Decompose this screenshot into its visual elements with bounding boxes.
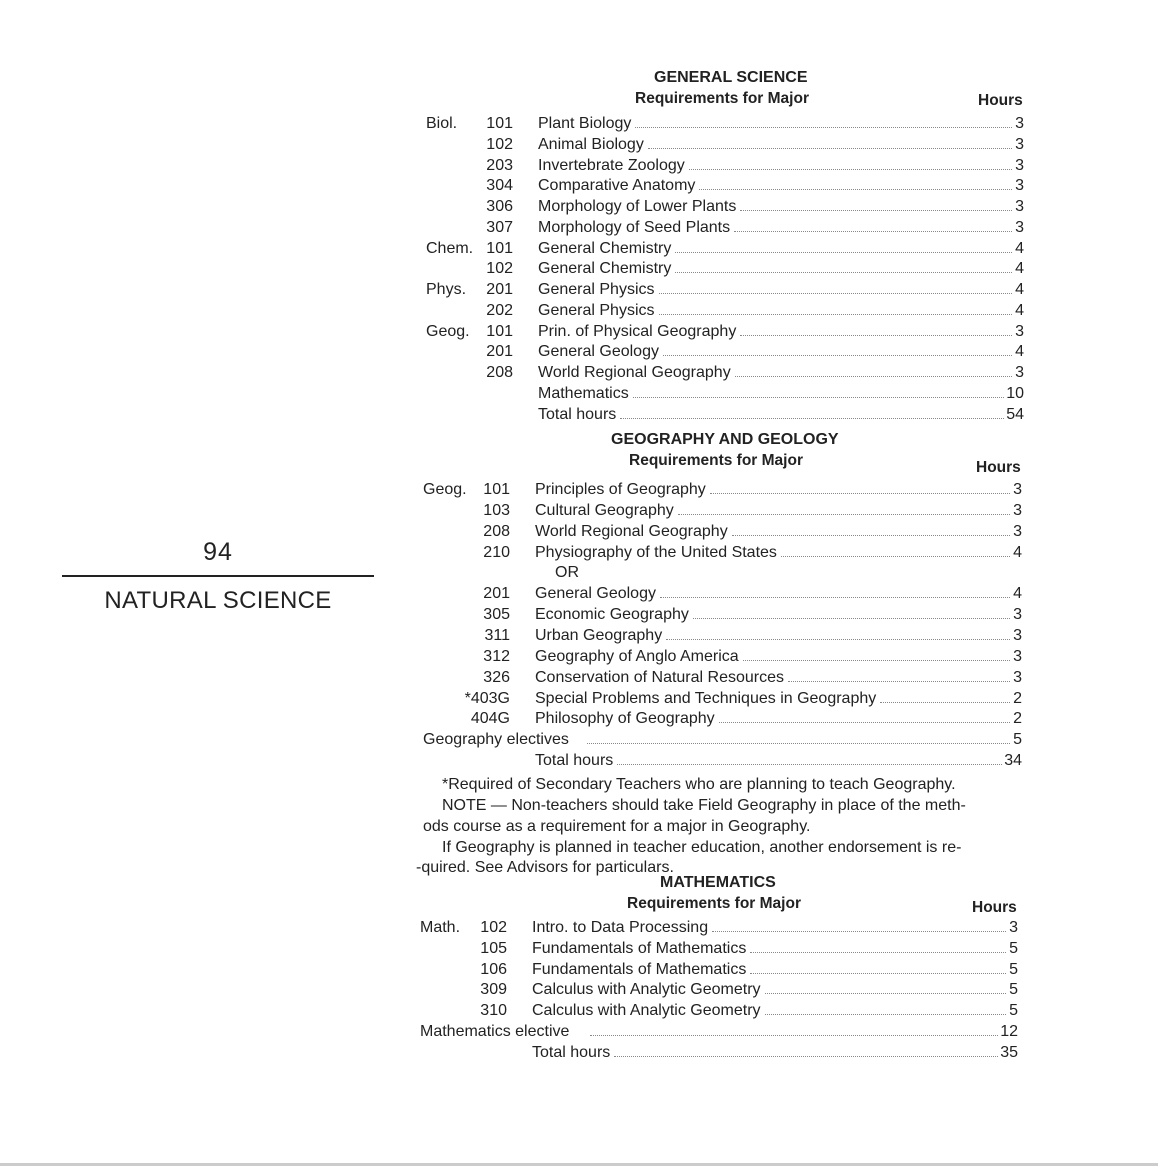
table-row — [0, 114, 1158, 134]
table-row — [0, 280, 1158, 300]
geography-subtitle: Requirements for Major — [629, 452, 803, 469]
course-number: 307 — [486, 218, 513, 236]
course-title: General Geology — [538, 343, 659, 361]
table-row — [0, 239, 1158, 259]
dot-leader — [693, 617, 1010, 619]
mathematics-subtitle: Requirements for Major — [627, 895, 801, 912]
course-line — [538, 176, 1024, 196]
course-number: *403G — [464, 689, 510, 707]
course-number: 103 — [483, 501, 510, 519]
course-number: 310 — [480, 1002, 507, 1020]
course-hours: 4 — [1015, 301, 1024, 319]
dot-leader — [699, 188, 1012, 190]
course-hours: 5 — [1013, 731, 1022, 749]
general-science-hours-header: Hours — [978, 92, 1023, 109]
course-hours: 34 — [1004, 752, 1022, 770]
course-title: World Regional Geography — [538, 364, 731, 381]
course-number: 404G — [470, 710, 510, 728]
course-line — [535, 563, 1022, 583]
dot-leader — [689, 168, 1012, 170]
course-hours: 4 — [1015, 343, 1024, 361]
page-bottom-edge — [0, 1163, 1158, 1166]
table-row — [0, 647, 1158, 667]
dot-leader — [765, 992, 1006, 994]
course-title: General Chemistry — [538, 239, 672, 257]
table-row — [0, 730, 1158, 750]
dot-leader — [614, 1055, 998, 1057]
dot-leader — [740, 209, 1012, 211]
course-number: 309 — [480, 981, 507, 999]
dept-label: Phys. — [426, 281, 467, 298]
course-number: 306 — [486, 198, 513, 215]
course-hours: 3 — [1015, 198, 1024, 215]
course-line — [538, 135, 1024, 155]
table-row — [0, 384, 1158, 404]
course-line — [535, 584, 1022, 604]
table-row — [0, 176, 1158, 196]
dot-leader — [663, 354, 1012, 356]
course-title: Principles of Geography — [535, 481, 706, 498]
course-title: Morphology of Lower Plants — [538, 198, 737, 215]
mathematics-title: MATHEMATICS — [660, 874, 776, 891]
course-hours: 3 — [1015, 115, 1024, 132]
course-title: Calculus with Analytic Geometry — [532, 1002, 761, 1020]
course-line — [538, 322, 1024, 342]
course-hours: 4 — [1013, 543, 1022, 561]
table-row — [0, 668, 1158, 688]
course-hours: 3 — [1013, 626, 1022, 644]
course-line — [538, 280, 1024, 300]
table-row — [0, 501, 1158, 521]
course-title: Intro. to Data Processing — [532, 919, 709, 936]
course-number: 101 — [486, 239, 513, 257]
dot-leader — [620, 417, 1004, 419]
course-line — [538, 197, 1024, 217]
geography-title: GEOGRAPHY AND GEOLOGY — [611, 431, 839, 448]
course-number: 208 — [486, 364, 513, 381]
dot-leader — [648, 147, 1012, 149]
table-row — [0, 405, 1158, 425]
dot-leader — [743, 659, 1010, 661]
course-title: Urban Geography — [535, 626, 663, 644]
course-number: 105 — [480, 939, 507, 957]
subject-heading: NATURAL SCIENCE — [104, 587, 332, 614]
dot-leader — [590, 1034, 998, 1036]
table-row — [0, 197, 1158, 217]
course-line — [535, 543, 1022, 563]
dept-label: Geog. — [423, 481, 467, 498]
course-line — [538, 384, 1024, 404]
course-hours: 5 — [1009, 1002, 1018, 1020]
course-line — [532, 918, 1018, 938]
general-science-title: GENERAL SCIENCE — [654, 69, 808, 86]
course-line — [535, 689, 1022, 709]
table-row — [0, 522, 1158, 542]
course-line — [538, 301, 1024, 321]
dot-leader — [666, 638, 1010, 640]
course-line — [532, 939, 1018, 959]
dot-leader — [587, 742, 1010, 744]
table-row — [0, 363, 1158, 383]
course-hours: 3 — [1015, 364, 1024, 381]
course-title: Mathematics — [538, 384, 629, 402]
course-line — [535, 522, 1022, 542]
general-science-subtitle: Requirements for Major — [635, 90, 809, 107]
course-title: Fundamentals of Mathematics — [532, 960, 747, 978]
dot-leader — [765, 1013, 1006, 1015]
course-title: Philosophy of Geography — [535, 710, 715, 728]
course-hours: 3 — [1009, 919, 1018, 936]
table-row — [0, 626, 1158, 646]
dot-leader — [712, 930, 1006, 932]
course-hours: 3 — [1013, 647, 1022, 665]
dept-label: Geog. — [426, 322, 470, 340]
course-line — [538, 156, 1024, 176]
course-number: 101 — [483, 481, 510, 498]
course-title: Invertebrate Zoology — [538, 156, 685, 174]
course-line — [532, 1001, 1018, 1021]
dot-leader — [710, 492, 1010, 494]
table-row — [0, 480, 1158, 500]
course-line — [532, 980, 1018, 1000]
dept-label: Chem. — [426, 239, 474, 257]
dot-leader — [617, 763, 1002, 765]
table-row — [0, 918, 1158, 938]
course-number: 102 — [486, 135, 513, 153]
table-row — [0, 709, 1158, 729]
course-title: General Physics — [538, 301, 655, 319]
course-number: 304 — [486, 177, 513, 195]
course-hours: 54 — [1006, 405, 1024, 423]
course-hours: 3 — [1013, 522, 1022, 540]
dot-leader — [740, 334, 1012, 336]
course-title: Morphology of Seed Plants — [538, 218, 731, 236]
table-row — [0, 980, 1158, 1000]
course-title: Plant Biology — [538, 115, 632, 132]
course-number: 102 — [486, 260, 513, 278]
table-row — [0, 563, 1158, 583]
course-hours: 3 — [1015, 218, 1024, 236]
dept-label: Geography electives — [423, 731, 569, 749]
table-row — [0, 751, 1158, 771]
course-number: 305 — [483, 606, 510, 624]
course-line — [532, 1043, 1018, 1063]
course-title: Calculus with Analytic Geometry — [532, 981, 761, 999]
course-line — [538, 218, 1024, 238]
course-hours: 4 — [1015, 281, 1024, 298]
course-hours: 35 — [1000, 1043, 1018, 1061]
course-hours: 2 — [1013, 689, 1022, 707]
dot-leader — [633, 396, 1005, 398]
course-line — [535, 626, 1022, 646]
course-line — [538, 239, 1024, 259]
course-hours: 5 — [1009, 960, 1018, 978]
course-line — [535, 709, 1022, 729]
course-title: Comparative Anatomy — [538, 177, 696, 195]
table-row — [0, 259, 1158, 279]
course-number: 201 — [486, 343, 513, 361]
page-number: 94 — [203, 538, 233, 566]
table-row — [0, 135, 1158, 155]
table-row — [0, 543, 1158, 563]
note-line-2: ods course as a requirement for a major in Geography. — [423, 818, 811, 835]
dot-leader — [735, 375, 1012, 377]
course-title: General Geology — [535, 585, 656, 603]
note2-line-2: -quired. See Advisors for particulars. — [416, 859, 674, 876]
course-line — [535, 647, 1022, 667]
course-line — [535, 751, 1022, 771]
course-hours: 3 — [1015, 156, 1024, 174]
table-row — [0, 342, 1158, 362]
table-row — [0, 960, 1158, 980]
course-hours: 3 — [1013, 481, 1022, 498]
course-line — [583, 730, 1022, 750]
course-title: Physiography of the United States — [535, 543, 777, 561]
course-number: 106 — [480, 960, 507, 978]
dot-leader — [734, 230, 1012, 232]
dot-leader — [880, 701, 1010, 703]
table-row — [0, 1001, 1158, 1021]
course-number: 102 — [480, 919, 507, 936]
table-row — [0, 939, 1158, 959]
dot-leader — [732, 534, 1010, 536]
course-number: 101 — [486, 115, 513, 132]
table-row — [0, 218, 1158, 238]
dot-leader — [750, 972, 1006, 974]
dot-leader — [788, 680, 1010, 682]
dot-leader — [635, 126, 1012, 128]
course-line — [538, 363, 1024, 383]
course-number: 203 — [486, 156, 513, 174]
course-hours: 12 — [1000, 1023, 1018, 1040]
table-row — [0, 1043, 1158, 1063]
note2-line-1: If Geography is planned in teacher education, another endorsement is re- — [442, 839, 962, 856]
dot-leader — [719, 721, 1010, 723]
course-title: Animal Biology — [538, 135, 644, 153]
dot-leader — [675, 271, 1012, 273]
course-number: 210 — [483, 543, 510, 561]
course-hours: 10 — [1006, 384, 1024, 402]
course-hours: 5 — [1009, 939, 1018, 957]
table-row — [0, 689, 1158, 709]
dot-leader — [750, 951, 1006, 953]
course-hours: 4 — [1015, 239, 1024, 257]
course-line — [586, 1022, 1018, 1042]
course-line — [535, 501, 1022, 521]
course-hours: 2 — [1013, 710, 1022, 728]
table-row — [0, 156, 1158, 176]
note-line-1: NOTE — Non-teachers should take Field Geography in place of the meth- — [442, 797, 966, 814]
course-hours: 3 — [1015, 322, 1024, 340]
footnote: *Required of Secondary Teachers who are planning to teach Geography. — [442, 776, 956, 793]
course-title: Cultural Geography — [535, 501, 674, 519]
course-line — [538, 114, 1024, 134]
course-line — [535, 668, 1022, 688]
course-title: Economic Geography — [535, 606, 689, 624]
course-line — [535, 605, 1022, 625]
course-hours: 3 — [1013, 606, 1022, 624]
table-row — [0, 322, 1158, 342]
course-hours: 3 — [1015, 135, 1024, 153]
dot-leader — [659, 313, 1013, 315]
course-title: Fundamentals of Mathematics — [532, 939, 747, 957]
course-title: Total hours — [532, 1043, 611, 1061]
course-number: 208 — [483, 522, 510, 540]
course-title: OR — [555, 564, 579, 582]
course-line — [538, 259, 1024, 279]
dot-leader — [659, 292, 1013, 294]
course-line — [535, 480, 1022, 500]
dot-leader — [675, 251, 1012, 253]
mathematics-hours-header: Hours — [972, 899, 1017, 916]
table-row — [0, 584, 1158, 604]
course-hours: 3 — [1015, 177, 1024, 195]
dot-leader — [660, 596, 1010, 598]
dot-leader — [678, 513, 1010, 515]
course-title: Conservation of Natural Resources — [535, 668, 785, 686]
table-row — [0, 301, 1158, 321]
course-number: 201 — [486, 281, 513, 298]
dept-label: Math. — [420, 919, 461, 936]
course-number: 312 — [483, 647, 510, 665]
course-hours: 4 — [1013, 585, 1022, 603]
course-title: Prin. of Physical Geography — [538, 322, 737, 340]
course-hours: 5 — [1009, 981, 1018, 999]
course-title: Total hours — [538, 405, 617, 423]
course-hours: 4 — [1015, 260, 1024, 278]
course-number: 326 — [483, 668, 510, 686]
course-hours: 3 — [1013, 668, 1022, 686]
course-title: Geography of Anglo America — [535, 647, 739, 665]
dept-label: Biol. — [426, 115, 458, 132]
geography-hours-header: Hours — [976, 459, 1021, 476]
course-line — [532, 960, 1018, 980]
course-line — [538, 342, 1024, 362]
dot-leader — [781, 555, 1010, 557]
course-line — [538, 405, 1024, 425]
course-number: 311 — [484, 626, 510, 644]
dept-label: Mathematics elective — [420, 1023, 570, 1040]
course-title: General Physics — [538, 281, 655, 298]
table-row — [0, 1022, 1158, 1042]
course-title: World Regional Geography — [535, 522, 728, 540]
course-number: 101 — [486, 322, 513, 340]
course-title: Total hours — [535, 752, 614, 770]
course-title: Special Problems and Techniques in Geography — [535, 689, 877, 707]
course-number: 202 — [486, 301, 513, 319]
table-row — [0, 605, 1158, 625]
course-hours: 3 — [1013, 501, 1022, 519]
course-number: 201 — [483, 585, 510, 603]
course-title: General Chemistry — [538, 260, 672, 278]
